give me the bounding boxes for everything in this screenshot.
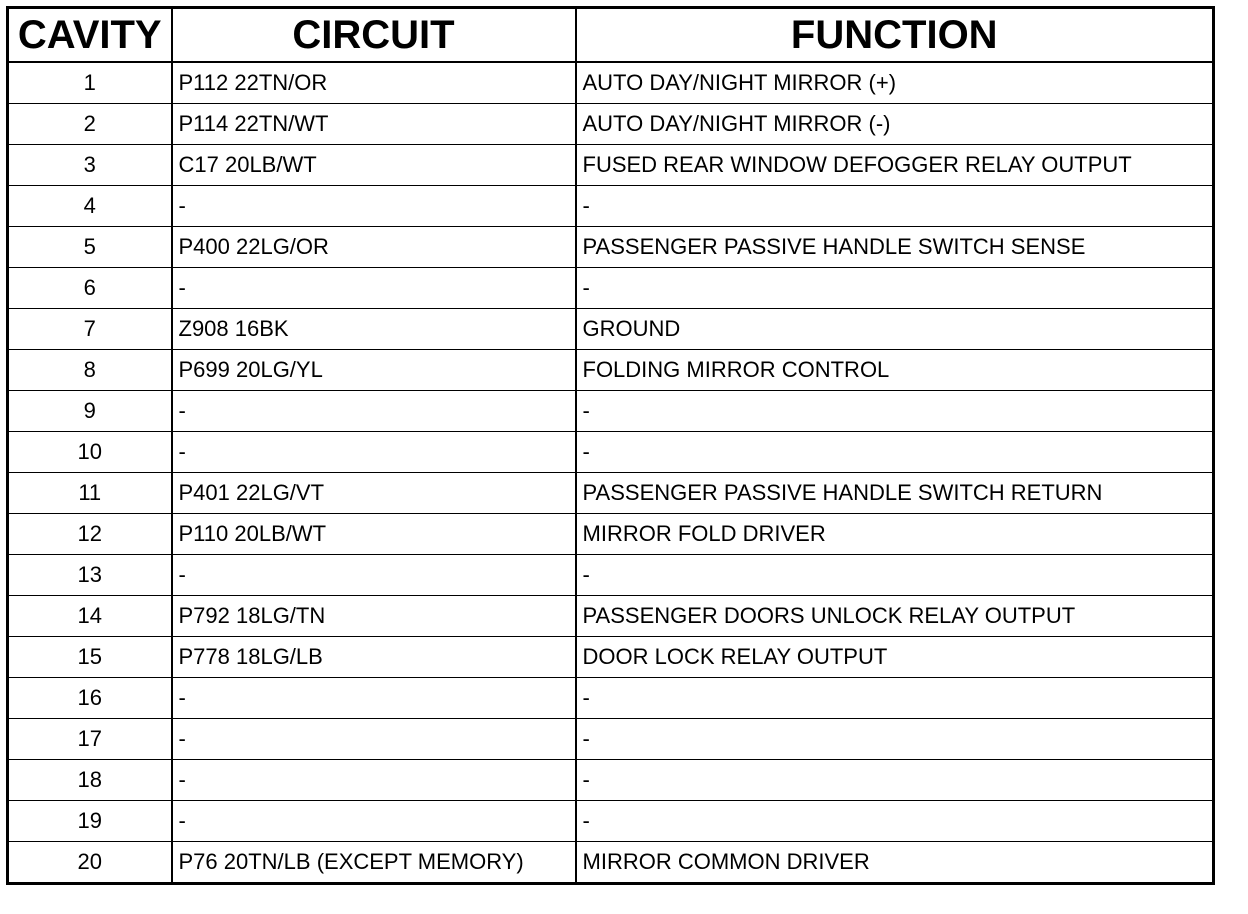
- circuit-cell: P76 20TN/LB (EXCEPT MEMORY): [172, 842, 576, 884]
- function-cell: -: [576, 555, 1214, 596]
- function-cell: GROUND: [576, 309, 1214, 350]
- circuit-cell: -: [172, 801, 576, 842]
- function-header: FUNCTION: [576, 8, 1214, 63]
- table-row: [8, 760, 1214, 801]
- circuit-cell: -: [172, 391, 576, 432]
- cavity-cell: 9: [8, 391, 172, 432]
- table-row: [8, 62, 1214, 104]
- circuit-cell: P778 18LG/LB: [172, 637, 576, 678]
- cavity-cell: 17: [8, 719, 172, 760]
- function-cell: -: [576, 186, 1214, 227]
- circuit-cell: P400 22LG/OR: [172, 227, 576, 268]
- circuit-cell: -: [172, 760, 576, 801]
- circuit-cell: -: [172, 186, 576, 227]
- table-row: [8, 432, 1214, 473]
- table-row: [8, 678, 1214, 719]
- table-row: [8, 104, 1214, 145]
- cavity-cell: 6: [8, 268, 172, 309]
- function-cell: AUTO DAY/NIGHT MIRROR (-): [576, 104, 1214, 145]
- table-row: [8, 145, 1214, 186]
- table-row: [8, 719, 1214, 760]
- cavity-cell: 19: [8, 801, 172, 842]
- circuit-cell: -: [172, 719, 576, 760]
- function-cell: -: [576, 391, 1214, 432]
- table-row: [8, 514, 1214, 555]
- cavity-cell: 1: [8, 62, 172, 104]
- cavity-cell: 16: [8, 678, 172, 719]
- cavity-cell: 3: [8, 145, 172, 186]
- circuit-cell: P114 22TN/WT: [172, 104, 576, 145]
- function-cell: -: [576, 801, 1214, 842]
- cavity-cell: 8: [8, 350, 172, 391]
- header-row: [8, 8, 1214, 63]
- circuit-cell: Z908 16BK: [172, 309, 576, 350]
- connector-pinout-table: [6, 6, 1215, 885]
- table-row: [8, 801, 1214, 842]
- function-cell: -: [576, 432, 1214, 473]
- cavity-cell: 15: [8, 637, 172, 678]
- table-row: [8, 842, 1214, 884]
- function-cell: PASSENGER PASSIVE HANDLE SWITCH RETURN: [576, 473, 1214, 514]
- pinout-rows: [8, 62, 1214, 884]
- function-cell: PASSENGER DOORS UNLOCK RELAY OUTPUT: [576, 596, 1214, 637]
- function-cell: MIRROR FOLD DRIVER: [576, 514, 1214, 555]
- cavity-header: CAVITY: [8, 8, 172, 63]
- cavity-cell: 4: [8, 186, 172, 227]
- cavity-cell: 14: [8, 596, 172, 637]
- circuit-header: CIRCUIT: [172, 8, 576, 63]
- cavity-cell: 2: [8, 104, 172, 145]
- table-row: [8, 473, 1214, 514]
- circuit-cell: P110 20LB/WT: [172, 514, 576, 555]
- function-cell: -: [576, 678, 1214, 719]
- table-row: [8, 350, 1214, 391]
- function-cell: -: [576, 760, 1214, 801]
- cavity-cell: 20: [8, 842, 172, 884]
- function-cell: -: [576, 268, 1214, 309]
- circuit-cell: P699 20LG/YL: [172, 350, 576, 391]
- cavity-cell: 10: [8, 432, 172, 473]
- function-cell: PASSENGER PASSIVE HANDLE SWITCH SENSE: [576, 227, 1214, 268]
- circuit-cell: -: [172, 555, 576, 596]
- function-cell: DOOR LOCK RELAY OUTPUT: [576, 637, 1214, 678]
- function-cell: FUSED REAR WINDOW DEFOGGER RELAY OUTPUT: [576, 145, 1214, 186]
- cavity-cell: 18: [8, 760, 172, 801]
- table-row: [8, 186, 1214, 227]
- table-row: [8, 309, 1214, 350]
- function-cell: AUTO DAY/NIGHT MIRROR (+): [576, 62, 1214, 104]
- table-row: [8, 227, 1214, 268]
- table-row: [8, 596, 1214, 637]
- circuit-cell: P401 22LG/VT: [172, 473, 576, 514]
- circuit-cell: -: [172, 268, 576, 309]
- cavity-cell: 11: [8, 473, 172, 514]
- cavity-cell: 12: [8, 514, 172, 555]
- cavity-cell: 7: [8, 309, 172, 350]
- circuit-cell: C17 20LB/WT: [172, 145, 576, 186]
- table-row: [8, 637, 1214, 678]
- function-cell: -: [576, 719, 1214, 760]
- table-row: [8, 391, 1214, 432]
- function-cell: FOLDING MIRROR CONTROL: [576, 350, 1214, 391]
- table-row: [8, 268, 1214, 309]
- cavity-cell: 5: [8, 227, 172, 268]
- function-cell: MIRROR COMMON DRIVER: [576, 842, 1214, 884]
- circuit-cell: P792 18LG/TN: [172, 596, 576, 637]
- circuit-cell: -: [172, 432, 576, 473]
- circuit-cell: -: [172, 678, 576, 719]
- cavity-cell: 13: [8, 555, 172, 596]
- circuit-cell: P112 22TN/OR: [172, 62, 576, 104]
- table-row: [8, 555, 1214, 596]
